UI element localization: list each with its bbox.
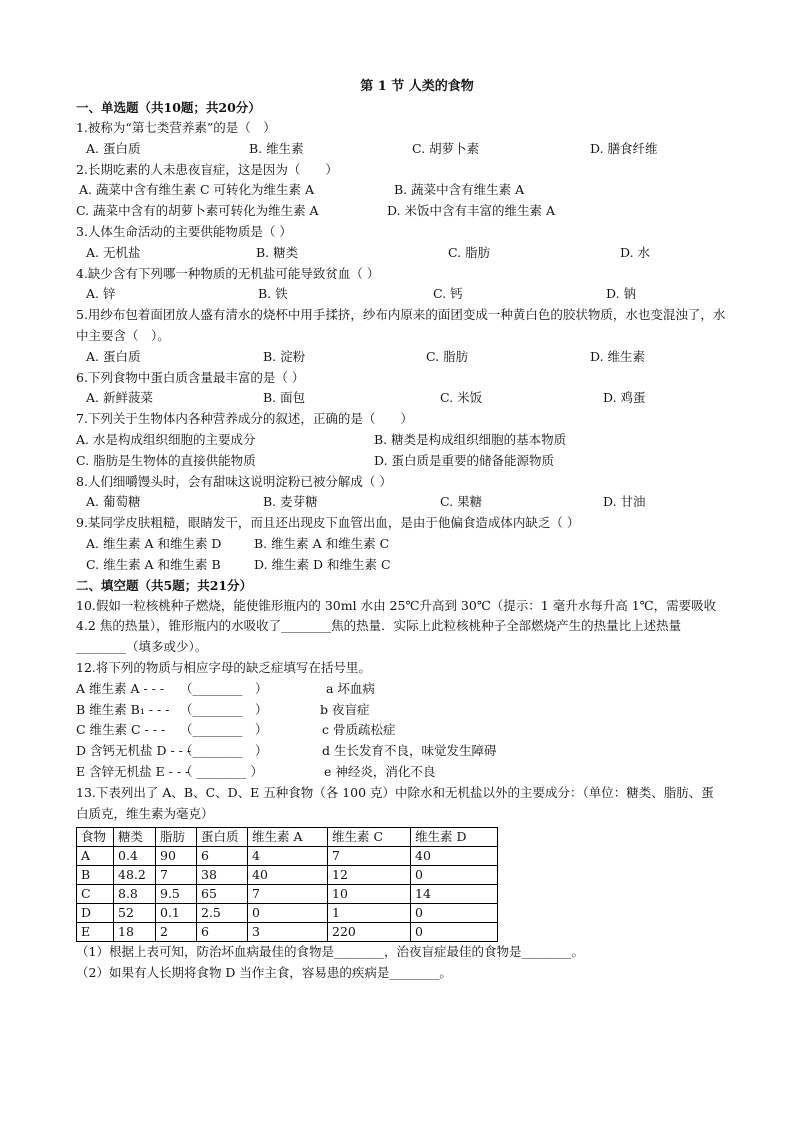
match-blank[interactable]: （________ ）	[180, 722, 268, 738]
option-d[interactable]: D. 甘油	[603, 494, 646, 510]
question-3-stem: 3.人体生命活动的主要供能物质是（ ）	[76, 223, 292, 239]
table-cell: 0	[411, 866, 498, 885]
match-right: d 生长发育不良，味觉发生障碍	[322, 743, 497, 759]
table-header-row	[77, 828, 498, 847]
question-6-stem: 6.下列食物中蛋白质含量最丰富的是（ ）	[76, 369, 305, 385]
match-row-c	[76, 720, 726, 741]
option-a[interactable]: A. 水是构成组织细胞的主要成分	[76, 431, 256, 447]
table-cell: 12	[328, 866, 411, 885]
option-a[interactable]: A. 蔬菜中含有维生素 C 可转化为维生素 A	[79, 182, 314, 198]
option-b[interactable]: B. 麦芽糖	[263, 494, 318, 510]
question-13-stem: 13.下表列出了 A、B、C、D、E 五种食物（各 100 克）中除水和无机盐以外的主要成分：（单位：糖类、脂肪、蛋白质克，维生素为毫克）	[76, 784, 714, 821]
match-right: e 神经炎，消化不良	[324, 763, 436, 779]
option-d[interactable]: D. 水	[620, 244, 651, 260]
question-8-stem: 8.人们细嚼馒头时，会有甜味这说明淀粉已被分解成（ ）	[76, 473, 392, 489]
option-d[interactable]: D. 蛋白质是重要的储备能源物质	[374, 452, 555, 468]
table-cell: 2.5	[197, 904, 248, 923]
question-3-options	[76, 243, 726, 264]
question-6-options	[76, 388, 726, 409]
option-d[interactable]: D. 膳食纤维	[590, 140, 658, 156]
option-c[interactable]: C. 脂肪是生物体的直接供能物质	[76, 452, 256, 468]
option-b[interactable]: B. 面包	[263, 390, 306, 406]
table-cell: 7	[328, 847, 411, 866]
table-header: 蛋白质	[197, 828, 248, 847]
question-9-options-row1	[76, 534, 726, 555]
option-a[interactable]: A. 锌	[86, 286, 116, 302]
match-blank[interactable]: （________ ）	[180, 701, 268, 717]
option-b[interactable]: B. 淀粉	[263, 348, 306, 364]
question-9-stem: 9.某同学皮肤粗糙，眼睛发干，而且还出现皮下血管出血，是由于他偏食造成体内缺乏（ ）	[76, 515, 580, 531]
table-header: 糖类	[114, 828, 156, 847]
question-7-options-row1	[76, 430, 726, 451]
option-c[interactable]: C. 胡萝卜素	[412, 140, 480, 156]
table-cell: 14	[411, 885, 498, 904]
option-a[interactable]: A. 维生素 A 和维生素 D	[86, 535, 222, 551]
option-b[interactable]: B. 糖类是构成组织细胞的基本物质	[374, 431, 567, 447]
question-8-options	[76, 492, 726, 513]
table-cell: 0.4	[114, 847, 156, 866]
table-row	[77, 847, 498, 866]
table-row	[77, 923, 498, 942]
table-row	[77, 866, 498, 885]
question-2-options-row2	[76, 201, 726, 222]
table-cell: 65	[197, 885, 248, 904]
match-left: B 维生素 B₁ - - -	[76, 701, 170, 717]
question-4-stem: 4.缺少含有下列哪一种物质的无机盐可能导致贫血（ ）	[76, 265, 380, 281]
question-5-options	[76, 347, 726, 368]
question-7-stem: 7.下列关于生物体内各种营养成分的叙述，正确的是（ ）	[76, 411, 413, 427]
table-cell: 8.8	[114, 885, 156, 904]
option-d[interactable]: D. 维生素	[590, 348, 646, 364]
question-13-sub2: （2）如果有人长期将食物 D 当作主食，容易患的疾病是________。	[76, 965, 452, 981]
option-b[interactable]: B. 蔬菜中含有维生素 A	[394, 182, 525, 198]
question-13-sub1: （1）根据上表可知，防治坏血病最佳的食物是________，治夜盲症最佳的食物是________。	[76, 944, 584, 960]
page-title: 第 1 节 人类的食物	[360, 79, 474, 94]
table-cell: 0	[248, 904, 328, 923]
option-b[interactable]: B. 糖类	[256, 244, 299, 260]
table-header: 食物	[77, 828, 114, 847]
option-c[interactable]: C. 果糖	[440, 494, 483, 510]
table-cell: D	[77, 904, 114, 923]
option-c[interactable]: C. 脂肪	[448, 244, 491, 260]
option-d[interactable]: D. 维生素 D 和维生素 C	[254, 556, 391, 572]
table-cell: 40	[248, 866, 328, 885]
question-9-options-row2	[76, 555, 726, 576]
option-d[interactable]: D. 米饭中含有丰富的维生素 A	[387, 203, 556, 219]
question-10-text: 10.假如一粒核桃种子燃烧，能使锥形瓶内的 30ml 水由 25℃升高到 30℃（提示：1 毫升水每升高 1℃，需要吸收 4.2 焦的热量），锥形瓶内的水吸收了________焦的热量．实际上此粒核桃种子全部燃烧产生的热量比上述热量________（填多或少）。	[76, 597, 717, 655]
table-cell: 38	[197, 866, 248, 885]
table-cell: 6	[197, 847, 248, 866]
table-header: 维生素 C	[328, 828, 411, 847]
table-row	[77, 904, 498, 923]
option-a[interactable]: A. 新鲜菠菜	[86, 390, 153, 406]
table-cell: B	[77, 866, 114, 885]
option-c[interactable]: C. 钙	[433, 286, 463, 302]
nutrition-table	[76, 827, 498, 942]
table-header: 维生素 A	[248, 828, 328, 847]
table-cell: 7	[248, 885, 328, 904]
table-cell: 48.2	[114, 866, 156, 885]
question-5-stem: 5.用纱布包着面团放人盛有清水的烧杯中用手揉挤，纱布内原来的面团变成一种黄白色的胶状物质，水也变混浊了，水中主要含（ ）。	[76, 307, 726, 343]
table-cell: 90	[156, 847, 197, 866]
question-4-options	[76, 284, 726, 305]
option-b[interactable]: B. 维生素 A 和维生素 C	[254, 535, 390, 551]
match-row-b	[76, 700, 726, 721]
match-left: D 含钙无机盐 D - - -	[76, 743, 192, 759]
option-a[interactable]: A. 葡萄糖	[86, 494, 141, 510]
table-cell: 18	[114, 923, 156, 942]
table-cell: 0	[411, 923, 498, 942]
question-1-stem: 1.被称为“第七类营养素”的是（ ）	[76, 120, 276, 135]
table-cell: C	[77, 885, 114, 904]
match-blank[interactable]: （________ ）	[180, 680, 268, 696]
table-header: 脂肪	[156, 828, 197, 847]
match-right: b 夜盲症	[320, 701, 370, 717]
option-d[interactable]: D. 鸡蛋	[603, 390, 646, 406]
table-cell: 7	[156, 866, 197, 885]
table-cell: 4	[248, 847, 328, 866]
option-c[interactable]: C. 脂肪	[426, 348, 469, 364]
question-7-options-row2	[76, 451, 726, 472]
table-cell: 9.5	[156, 885, 197, 904]
question-12-stem: 12.将下列的物质与相应字母的缺乏症填写在括号里。	[76, 659, 371, 675]
option-a[interactable]: A. 蛋白质	[86, 140, 141, 156]
question-2-options-row1	[76, 180, 726, 201]
table-cell: 40	[411, 847, 498, 866]
table-cell: 2	[156, 923, 197, 942]
table-cell: 3	[248, 923, 328, 942]
match-blank[interactable]: （________ ）	[180, 743, 268, 759]
option-a[interactable]: A. 蛋白质	[86, 348, 141, 364]
table-cell: 0.1	[156, 904, 197, 923]
question-2-stem: 2.长期吃素的人未患夜盲症，这是因为（ ）	[76, 161, 338, 177]
option-c[interactable]: C. 维生素 A 和维生素 B	[86, 556, 221, 572]
table-row	[77, 885, 498, 904]
match-right: a 坏血病	[326, 680, 375, 696]
table-cell: 10	[328, 885, 411, 904]
option-c[interactable]: C. 米饭	[440, 390, 483, 406]
question-1-options	[76, 139, 726, 160]
match-right: c 骨质疏松症	[322, 722, 396, 738]
worksheet	[76, 76, 726, 984]
match-blank[interactable]: （ ________ ）	[180, 763, 263, 779]
match-left: E 含锌无机盐 E - - -	[76, 763, 190, 779]
match-row-a	[76, 679, 726, 700]
section-heading-fill-in: 二、填空题（共5题；共21分）	[76, 577, 253, 593]
option-c[interactable]: C. 蔬菜中含有的胡萝卜素可转化为维生素 A	[76, 203, 319, 219]
table-cell: 220	[328, 923, 411, 942]
option-a[interactable]: A. 无机盐	[86, 244, 141, 260]
table-cell: A	[77, 847, 114, 866]
table-cell: E	[77, 923, 114, 942]
match-row-d	[76, 741, 726, 762]
table-cell: 52	[114, 904, 156, 923]
option-b[interactable]: B. 维生素	[249, 140, 304, 156]
match-row-e	[76, 762, 726, 783]
table-header: 维生素 D	[411, 828, 498, 847]
section-heading-single-choice: 一、单选题（共10题；共20分）	[76, 100, 261, 115]
match-left: A 维生素 A - - -	[76, 680, 165, 696]
option-b[interactable]: B. 铁	[258, 286, 288, 302]
table-cell: 0	[411, 904, 498, 923]
table-cell: 6	[197, 923, 248, 942]
table-cell: 1	[328, 904, 411, 923]
match-left: C 维生素 C - - -	[76, 722, 166, 738]
option-d[interactable]: D. 钠	[606, 286, 637, 302]
